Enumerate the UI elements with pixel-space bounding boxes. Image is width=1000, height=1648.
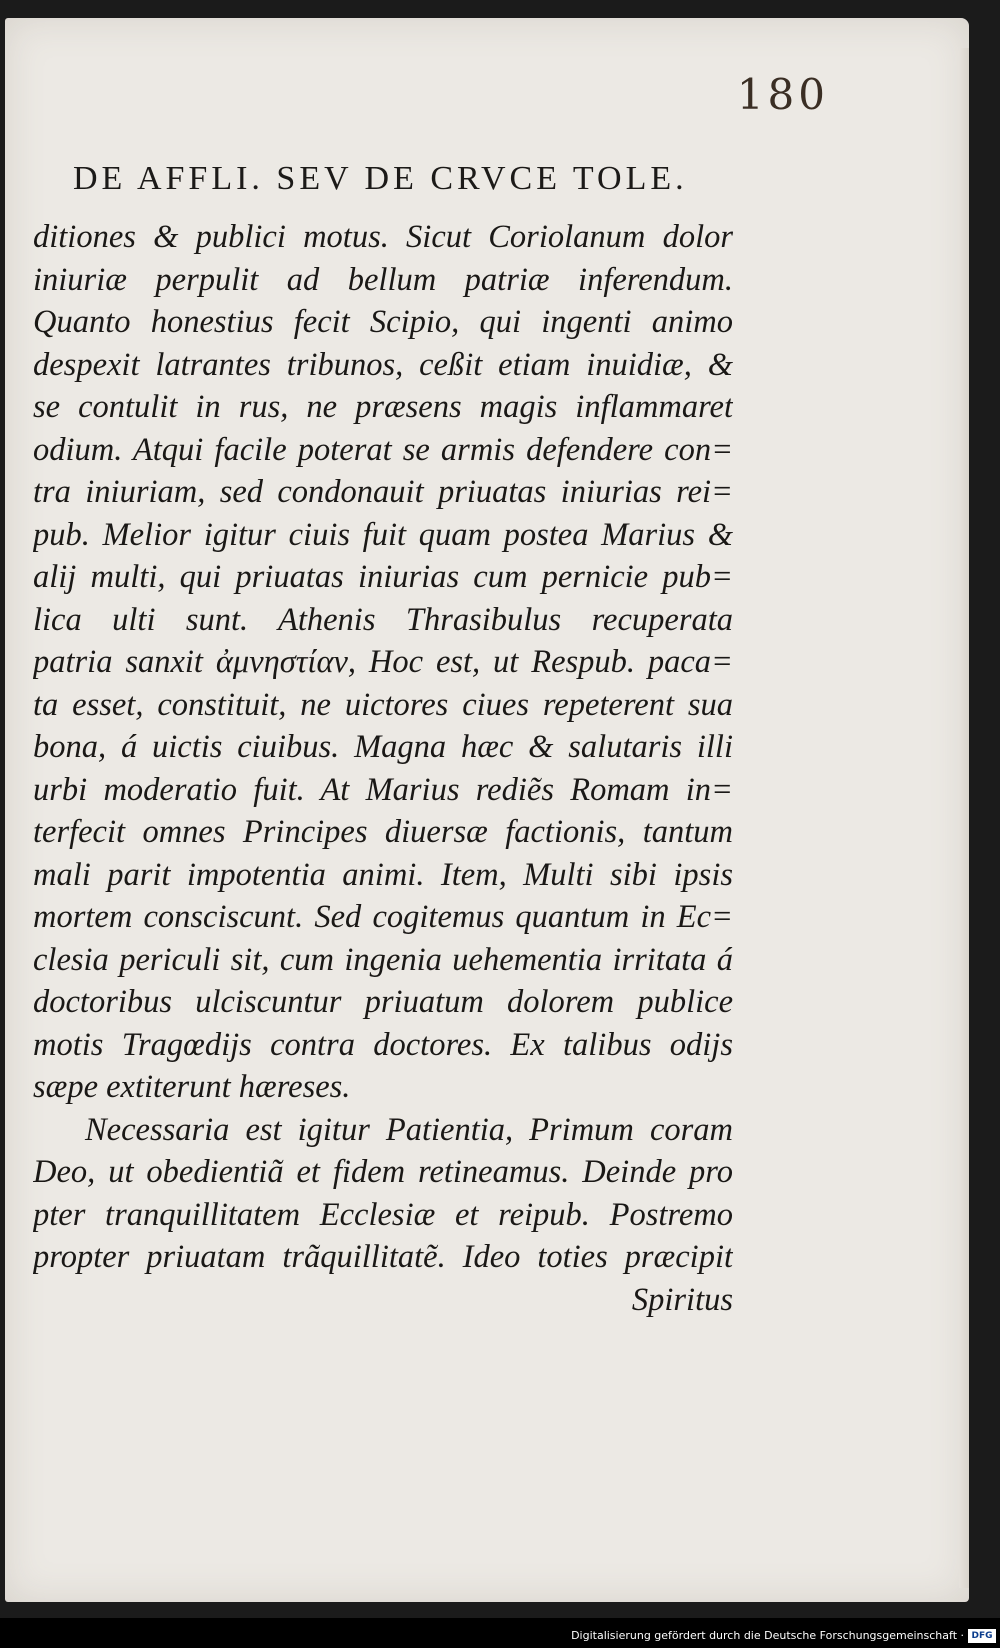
text-line-3: Quanto honestius fecit Scipio, qui ingenti animo [33,304,733,340]
book-page [5,18,969,1602]
text-line-12: ta esset, constituit, ne uictores ciues repeterent sua [33,686,733,723]
text-line-23: Deo, ut obedientiã et fidem retineamus. Deinde pro [33,1154,733,1190]
footer-bar [0,1618,1000,1648]
text-line-24: pter tranquillitatem Ecclesiæ et reipub. Postremo [33,1196,733,1233]
page-edge [959,48,969,1588]
text-line-25: propter priuatam trãquillitatẽ. Ideo toties præcipit [33,1239,733,1275]
text-line-18: clesia periculi sit, cum ingenia uehementia irritata á [33,941,733,978]
digitization-credit: Digitalisierung gefördert durch die Deutsche Forschungsgemeinschaft · [571,1629,964,1642]
body-text [33,216,733,1321]
text-line-2: iniuriæ perpulit ad bellum patriæ inferendum. [33,261,733,298]
text-line-7: tra iniuriam, sed condonauit priuatas iniurias rei= [33,474,733,510]
page-number: 180 [736,70,829,119]
text-line-20: motis Tragœdijs contra doctores. Ex talibus odijs [33,1026,733,1063]
text-line-22: Necessaria est igitur Patientia, Primum coram [85,1111,733,1148]
text-line-6: odium. Atqui facile poterat se armis defendere con= [33,431,733,468]
text-line-14: urbi moderatio fuit. At Marius rediẽs Romam in= [33,771,733,808]
text-line-11: patria sanxit ἀμνηστίαν, Hoc est, ut Respub. paca= [33,644,733,680]
text-line-10: lica ulti sunt. Athenis Thrasibulus recuperata [33,601,733,638]
text-line-16: mali parit impotentia animi. Item, Multi sibi ipsis [33,856,733,893]
running-head: DE AFFLI. SEV DE CRVCE TOLE. [73,160,688,197]
text-line-8: pub. Melior igitur ciuis fuit quam postea Marius & [33,516,733,553]
text-line-17: mortem consciscunt. Sed cogitemus quantum in Ec= [33,899,733,935]
text-line-1: ditiones & publici motus. Sicut Coriolanum dolor [33,219,733,255]
catchword: Spiritus [631,1281,733,1318]
text-line-19: doctoribus ulciscuntur priuatum dolorem publice [33,984,733,1020]
dfg-logo: DFG [968,1629,996,1643]
text-line-13: bona, á uictis ciuibus. Magna hæc & salutaris illi [33,729,733,765]
text-line-21: sæpe extiterunt hæreses. [33,1069,351,1105]
text-line-4: despexit latrantes tribunos, ceßit etiam inuidiæ, & [33,346,733,383]
text-line-15: terfecit omnes Principes diuersæ factionis, tantum [33,814,733,850]
text-line-5: se contulit in rus, ne præsens magis inflammaret [33,389,733,425]
text-line-9: alij multi, qui priuatas iniurias cum pernicie pub= [33,559,733,595]
